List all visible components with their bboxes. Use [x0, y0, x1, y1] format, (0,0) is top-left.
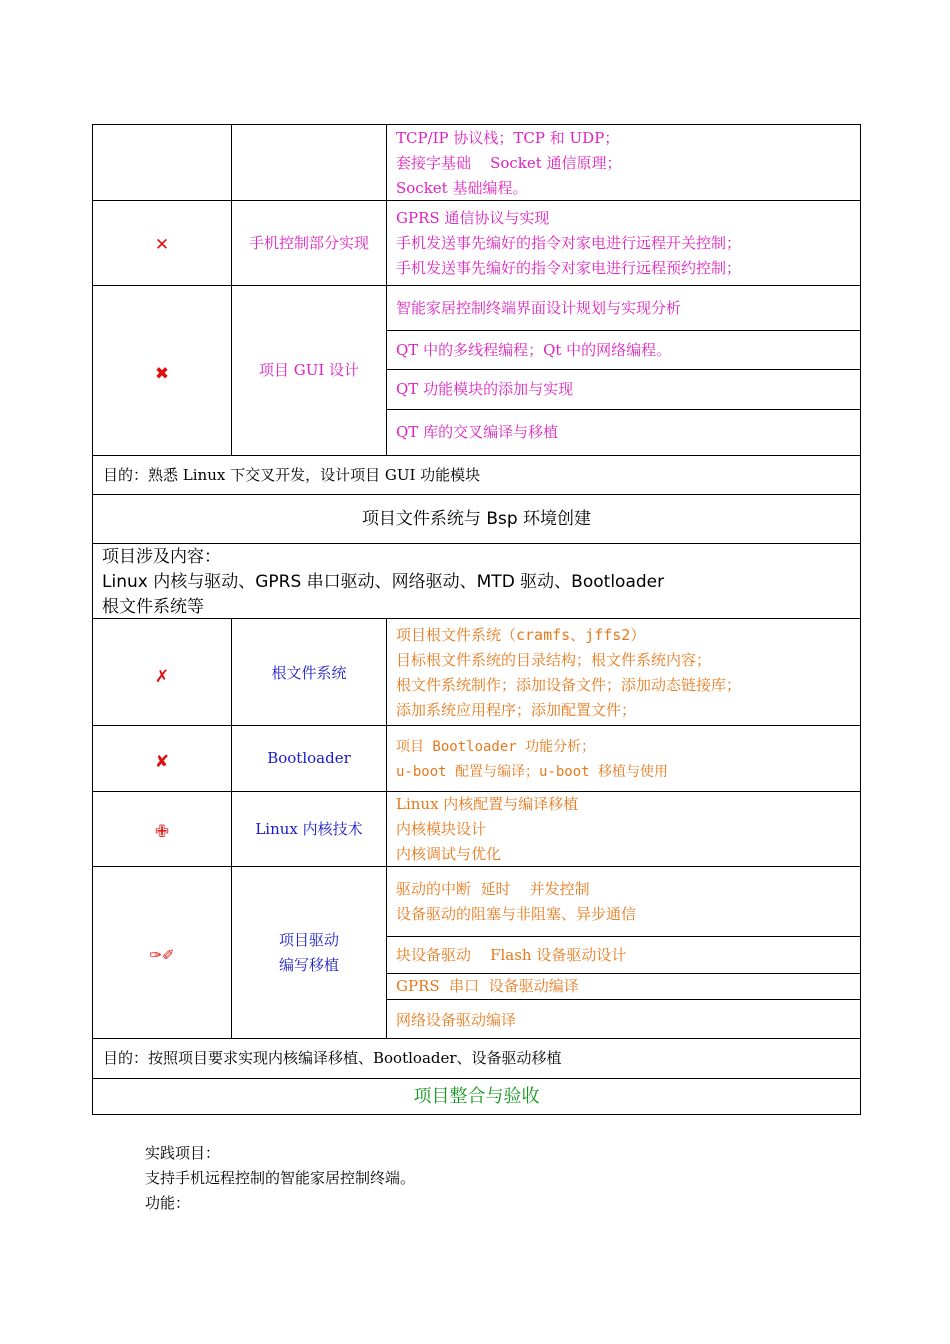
cell-line: 根文件系统制作；添加设备文件；添加动态链接库；: [396, 676, 742, 694]
heavy-ballot-x-icon: ✘: [154, 752, 170, 772]
table-border-bottom: [92, 1114, 861, 1115]
cell-line: TCP/IP 协议栈；TCP 和 UDP；: [396, 129, 620, 147]
section-title: 项目整合与验收: [413, 1086, 540, 1107]
cross-mark-icon: ✕: [154, 235, 170, 255]
subcell-divider: [386, 936, 861, 937]
cell-line: 设备驱动的阻塞与非阻塞、异步通信: [396, 905, 637, 923]
cell-line: 手机发送事先编好的指令对家电进行远程开关控制；: [396, 234, 742, 252]
row-divider: [92, 725, 861, 726]
cell-line: 添加系统应用程序；添加配置文件；: [396, 701, 637, 719]
row-label: 项目 GUI 设计: [258, 361, 360, 379]
cell-line: 内核模块设计: [396, 820, 487, 838]
cell-line: 驱动的中断 延时 并发控制: [396, 880, 590, 898]
row-label: 项目驱动: [278, 931, 339, 949]
cross-icon: ✙: [154, 822, 170, 842]
ballot-x-icon: ✗: [154, 667, 170, 687]
row-label: 根文件系统: [271, 664, 347, 682]
cell-line: QT 库的交叉编译与移植: [396, 423, 559, 441]
row-divider: [92, 543, 861, 544]
footer-line: 支持手机远程控制的智能家居控制终端。: [145, 1169, 416, 1187]
row-divider: [92, 285, 861, 286]
row-label: 编写移植: [278, 956, 339, 974]
cell-line: Socket 基础编程。: [396, 179, 528, 197]
cell-line: 块设备驱动 Flash 设备驱动设计: [396, 946, 627, 964]
cell-line: QT 功能模块的添加与实现: [396, 380, 574, 398]
pencil-icon: ✑✐: [149, 946, 175, 964]
table-border-left: [92, 124, 93, 1115]
subcell-divider: [386, 369, 861, 370]
footer-line: 实践项目：: [145, 1144, 221, 1162]
section-title: 项目文件系统与 Bsp 环境创建: [361, 509, 592, 529]
scope-line: 根文件系统等: [102, 597, 204, 617]
cell-line: 目标根文件系统的目录结构；根文件系统内容；: [396, 651, 712, 669]
cell-line: 套接字基础 Socket 通信原理；: [396, 154, 622, 172]
cell-line: GPRS 通信协议与实现: [396, 209, 550, 227]
cell-line: QT 中的多线程编程；Qt 中的网络编程。: [396, 341, 672, 359]
table-border-right: [860, 124, 861, 1115]
heavy-cross-mark-icon: ✖: [154, 364, 170, 384]
cell-line: 智能家居控制终端界面设计规划与实现分析: [396, 299, 682, 317]
row-divider: [92, 455, 861, 456]
cell-line: 手机发送事先编好的指令对家电进行远程预约控制；: [396, 259, 742, 277]
row-divider: [92, 494, 861, 495]
scope-line: Linux 内核与驱动、GPRS 串口驱动、网络驱动、MTD 驱动、Bootloader: [102, 572, 665, 592]
cell-line: 项目根文件系统（cramfs、jffs2）: [396, 626, 646, 644]
cell-line: 内核调试与优化: [396, 845, 502, 863]
row-label: 手机控制部分实现: [248, 234, 369, 252]
cell-line: GPRS 串口 设备驱动编译: [396, 977, 579, 995]
row-divider: [92, 618, 861, 619]
cell-line: 网络设备驱动编译: [396, 1011, 517, 1029]
cell-line: Linux 内核配置与编译移植: [396, 795, 579, 813]
col-divider: [231, 124, 232, 456]
row-label: Bootloader: [267, 749, 351, 767]
row-divider: [92, 1038, 861, 1039]
table-border-top: [92, 124, 861, 125]
row-label: Linux 内核技术: [255, 820, 363, 838]
scope-line: 项目涉及内容：: [102, 547, 221, 567]
cell-line: 项目 Bootloader 功能分析；: [396, 739, 596, 755]
purpose-text: 目的：按照项目要求实现内核编译移植、Bootloader、设备驱动移植: [103, 1049, 562, 1067]
row-divider: [92, 1078, 861, 1079]
footer-line: 功能：: [145, 1194, 191, 1212]
col-divider: [386, 124, 387, 456]
subcell-divider: [386, 330, 861, 331]
purpose-text: 目的：熟悉 Linux 下交叉开发，设计项目 GUI 功能模块: [103, 466, 481, 484]
subcell-divider: [386, 999, 861, 1000]
subcell-divider: [386, 409, 861, 410]
col-divider: [386, 619, 387, 1039]
cell-line: u-boot 配置与编译；u-boot 移植与使用: [396, 764, 669, 780]
